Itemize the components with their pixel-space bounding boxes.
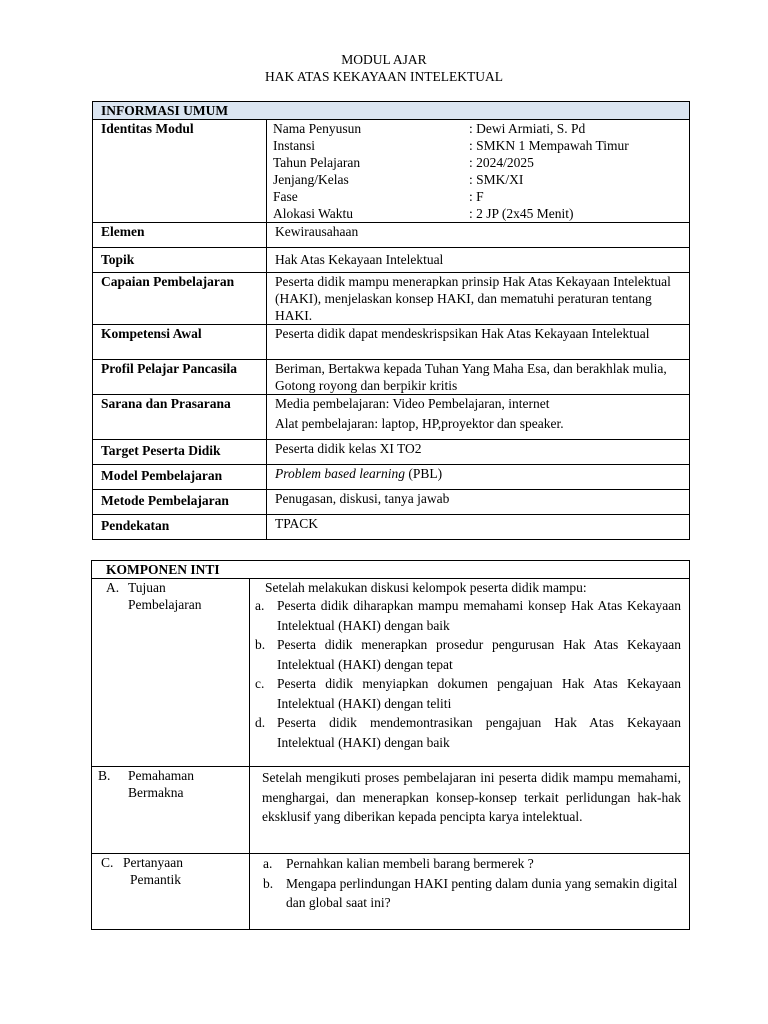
sarana-value — [267, 395, 690, 440]
list-marker: b. — [255, 637, 266, 652]
kv-row — [273, 154, 689, 171]
kompetensi-value: Peserta didik dapat mendeskrispsikan Hak Atas Kekayaan Intelektual — [267, 325, 690, 360]
pertanyaan-label — [92, 854, 250, 930]
kv-key: Nama Penyusun — [273, 121, 362, 136]
list-marker: b. — [263, 875, 274, 891]
model-label: Model Pembelajaran — [93, 465, 267, 490]
pemahaman-label — [92, 767, 250, 854]
list-item — [255, 713, 681, 752]
list-marker: d. — [255, 715, 266, 730]
kv-row — [273, 205, 689, 222]
metode-label: Metode Pembelajaran — [93, 490, 267, 515]
kv-value: : Dewi Armiati, S. Pd — [469, 121, 586, 136]
informasi-umum-table — [92, 101, 690, 540]
target-value: Peserta didik kelas XI TO2 — [267, 440, 690, 465]
list-text: Mengapa perlindungan HAKI penting dalam dunia yang semakin digital dan global saat ini? — [286, 875, 678, 910]
pertanyaan-label-text: Pertanyaan — [123, 855, 183, 870]
tujuan-list — [255, 596, 681, 752]
kv-row — [273, 120, 689, 137]
informasi-umum-header: INFORMASI UMUM — [93, 102, 690, 120]
list-marker: a. — [255, 598, 265, 613]
kv-key: Alokasi Waktu — [273, 206, 354, 221]
model-value — [267, 465, 690, 490]
kv-key: Jenjang/Kelas — [273, 172, 349, 187]
kv-value: : SMKN 1 Mempawah Timur — [469, 138, 629, 153]
list-text: Peserta didik menyiapkan dokumen pengajuan Hak Atas Kekayaan Intelektual (HAKI) dengan teliti — [277, 676, 682, 711]
identitas-modul-label: Identitas Modul — [93, 120, 267, 223]
tujuan-intro: Setelah melakukan diskusi kelompok peserta didik mampu: — [265, 580, 587, 595]
model-value-rest: (PBL) — [404, 466, 443, 481]
elemen-label: Elemen — [93, 223, 267, 248]
section-marker: B. — [98, 768, 111, 783]
kv-key: Tahun Pelajaran — [273, 155, 361, 170]
kv-value: : F — [469, 189, 484, 204]
tujuan-label-text2: Pembelajaran — [128, 597, 202, 612]
list-marker: c. — [255, 676, 265, 691]
tujuan-label-line — [106, 579, 249, 596]
list-text: Peserta didik diharapkan mampu memahami konsep Hak Atas Kekayaan Intelektual (HAKI) dengan baik — [277, 598, 682, 633]
tujuan-label-text: Tujuan — [128, 580, 166, 595]
kv-row — [273, 171, 689, 188]
list-item — [263, 874, 681, 913]
document-title: MODUL AJAR — [341, 52, 427, 67]
list-marker: a. — [263, 856, 273, 871]
kompetensi-label: Kompetensi Awal — [93, 325, 267, 360]
pendekatan-value: TPACK — [267, 515, 690, 540]
pemahaman-label-line — [98, 767, 249, 784]
profil-value: Beriman, Bertakwa kepada Tuhan Yang Maha Esa, dan berakhlak mulia, Gotong royong dan berpikir kritis — [267, 360, 690, 395]
kv-value: : SMK/XI — [469, 172, 524, 187]
topik-value: Hak Atas Kekayaan Intelektual — [267, 248, 690, 273]
section-marker: A. — [106, 580, 120, 595]
profil-label: Profil Pelajar Pancasila — [93, 360, 267, 395]
komponen-inti-header: KOMPONEN INTI — [92, 561, 690, 579]
list-text: Peserta didik menerapkan prosedur pengurusan Hak Atas Kekayaan Intelektual (HAKI) dengan tepat — [277, 637, 682, 672]
sarana-label: Sarana dan Prasarana — [93, 395, 267, 440]
section-marker: C. — [101, 855, 114, 870]
pemahaman-label-text2: Bermakna — [128, 785, 184, 800]
komponen-inti-table — [91, 560, 690, 930]
pertanyaan-content — [250, 854, 690, 930]
sarana-media: Media pembelajaran: Video Pembelajaran, internet — [275, 396, 550, 411]
list-text: Pernahkan kalian membeli barang bermerek ? — [286, 856, 534, 871]
document-subtitle: HAK ATAS KEKAYAAN INTELEKTUAL — [264, 69, 504, 84]
kv-key: Fase — [273, 189, 298, 204]
kv-row — [273, 188, 689, 205]
pertanyaan-label-line — [101, 854, 249, 871]
list-item — [255, 635, 681, 674]
pertanyaan-list — [263, 854, 681, 913]
model-value-italic: Problem based learning — [275, 466, 405, 481]
pemahaman-label-text: Pemahaman — [128, 768, 194, 783]
pemahaman-text: Setelah mengikuti proses pembelajaran ini peserta didik mampu memahami, menghargai, dan menerapkan konsep-konsep terkait perlidungan hak-hak eksklusif yang diberikan kepada pencipta karya intelektual. — [250, 767, 690, 854]
capaian-label: Capaian Pembelajaran — [93, 273, 267, 325]
tujuan-label — [92, 579, 250, 767]
pendekatan-label: Pendekatan — [93, 515, 267, 540]
tujuan-content — [250, 579, 690, 767]
sarana-alat: Alat pembelajaran: laptop, HP,proyektor dan speaker. — [275, 416, 564, 431]
list-item — [255, 596, 681, 635]
pertanyaan-label-text2: Pemantik — [130, 872, 181, 887]
metode-value: Penugasan, diskusi, tanya jawab — [267, 490, 690, 515]
kv-row — [273, 137, 689, 154]
topik-label: Topik — [93, 248, 267, 273]
kv-value: : 2 JP (2x45 Menit) — [469, 206, 574, 221]
target-label: Target Peserta Didik — [93, 440, 267, 465]
kv-value: : 2024/2025 — [469, 155, 534, 170]
capaian-value: Peserta didik mampu menerapkan prinsip Hak Atas Kekayaan Intelektual (HAKI), menjelaskan konsep HAKI, dan mematuhi peraturan tentang HAKI. — [267, 273, 690, 325]
list-item — [263, 854, 681, 874]
identitas-modul-values — [267, 120, 690, 223]
list-item — [255, 674, 681, 713]
elemen-value: Kewirausahaan — [267, 223, 690, 248]
kv-key: Instansi — [273, 138, 315, 153]
list-text: Peserta didik mendemontrasikan pengajuan Hak Atas Kekayaan Intelektual (HAKI) dengan baik — [277, 715, 682, 750]
